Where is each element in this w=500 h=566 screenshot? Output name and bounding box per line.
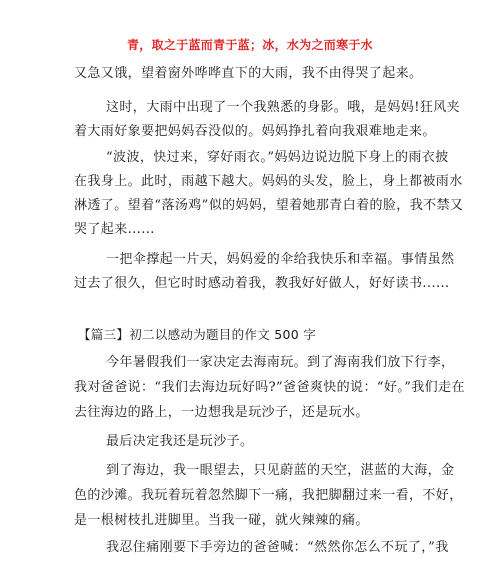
paragraph-line: 在我身上。此时，雨越下越大。妈妈的头发，脸上，身上都被雨水: [74, 174, 463, 189]
paragraph-line: 着大雨好象要把妈妈吞没似的。妈妈挣扎着向我艰难地走来。: [74, 124, 436, 139]
paragraph-line: 一把伞撑起一片天，妈妈爱的伞给我快乐和幸福。事情虽然: [106, 252, 455, 267]
paragraph-line: 去往海边的路上，一边想我是玩沙子，还是玩水。: [74, 405, 369, 420]
paragraph-line: 我忍住痛刚要下手旁边的爸爸喊：“然然你怎么不玩了，”我: [106, 540, 449, 555]
paragraph-line: 淋透了。望着“落汤鸡”似的妈妈，望着她那青白着的脸，我不禁又: [74, 198, 464, 213]
paragraph-line: 今年暑假我们一家决定去海南玩。到了海南我们放下行李，: [106, 355, 455, 370]
paragraph-line: 又急又饿，望着窗外哗哗直下的大雨，我不由得哭了起来。: [74, 66, 423, 81]
page-header-title: 青，取之于蓝而青于蓝；冰，水为之而寒于水: [126, 38, 373, 52]
paragraph-line: “波波，快过来，穿好雨衣。”妈妈边说边脱下身上的雨衣披: [106, 150, 449, 165]
paragraph-line: 到了海边，我一眼望去，只见蔚蓝的天空，湛蓝的大海，金: [106, 463, 455, 478]
section-heading: 【篇三】初二以感动为题目的作文 500 字: [78, 327, 317, 342]
paragraph-line: 最后决定我还是玩沙子。: [106, 434, 254, 449]
paragraph-line: 我对爸爸说：“我们去海边玩好吗?”爸爸爽快的说：“好。”我们走在: [74, 380, 465, 395]
paragraph-line: 哭了起来......: [74, 222, 155, 237]
paragraph-line: 是一根树枝扎进脚里。当我一碰，就火辣辣的痛。: [74, 513, 369, 528]
paragraph-line: 色的沙滩。我玩着玩着忽然脚下一痛，我把脚翻过来一看，不好，: [74, 488, 463, 503]
paragraph-line: 这时，大雨中出现了一个我熟悉的身影。哦，是妈妈!狂风夹: [106, 100, 461, 115]
paragraph-line: 过去了很久，但它时时感动着我，教我好好做人，好好读书......: [74, 276, 450, 291]
